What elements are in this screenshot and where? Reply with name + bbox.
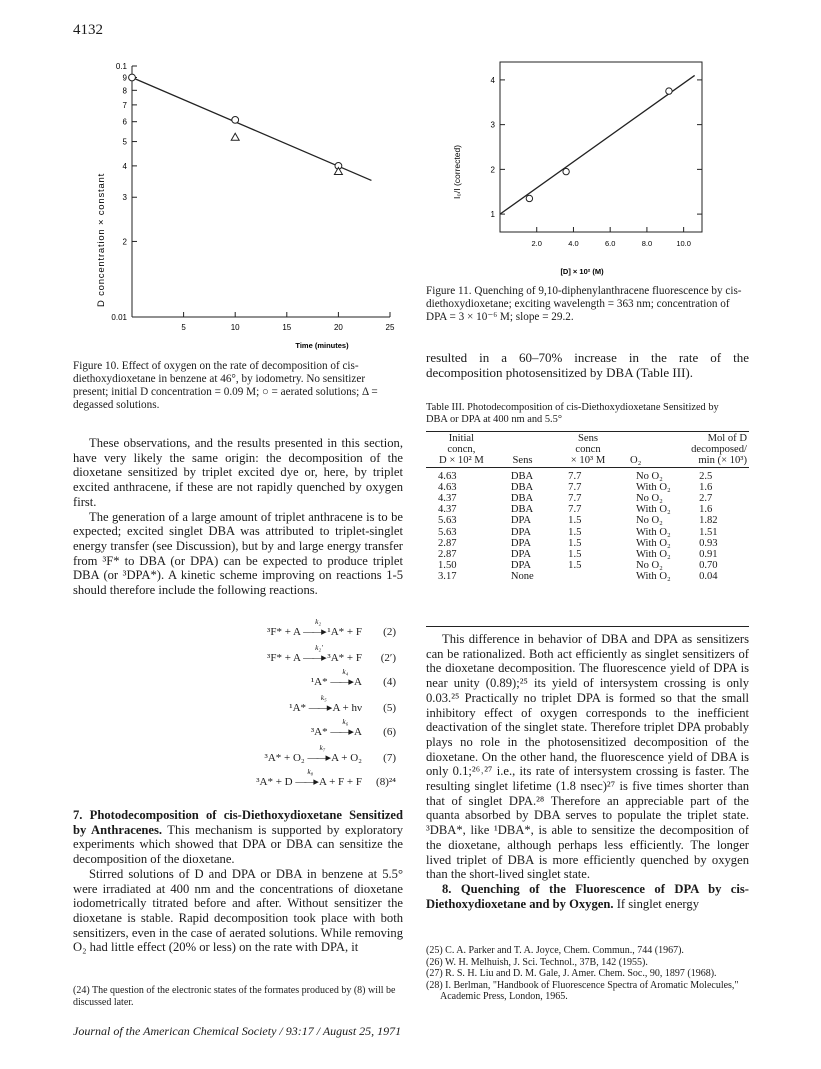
table-header-cell: Initial [448, 433, 475, 444]
equation-reaction [256, 767, 362, 788]
rate-constant: k₈ [307, 767, 314, 776]
table-cell: With O₂ [635, 504, 671, 516]
table-cell: 1.50 [438, 560, 457, 572]
paragraph: The generation of a large amount of triplet anthracene is to be expected; excited singlet DBA was attributed to triplet-singlet energy transfer (see Discussion), but by and large energy transfer from ³F* to DBA (or DPA) can be expected to produce triplet DBA (or ³DPA*). A kinetic scheme improving on reactions 1-5 should therefore include the following reactions. [73, 509, 403, 598]
table-header-cell: D × 10² M [426, 455, 497, 467]
equation-rhs: A [351, 726, 362, 738]
figure-11-x-tick-label: 10.0 [676, 239, 691, 248]
table-cell: DBA [510, 481, 534, 493]
table-header-cell [628, 444, 689, 455]
table-cell: 0.91 [699, 549, 718, 561]
figure-10-x-tick-label: 10 [230, 323, 240, 332]
equation-rhs: A + O₂ [329, 752, 362, 764]
arrow-icon: k₆ ——▸ [330, 717, 352, 738]
table-cell: 2.87 [438, 537, 457, 549]
table-cell: DBA [510, 504, 534, 516]
figure-11-x-tick-label: 2.0 [531, 239, 542, 248]
table-cell: DPA [510, 515, 532, 527]
table-header-cell: Sens [578, 433, 599, 444]
table-row [426, 482, 749, 493]
table-row [426, 527, 749, 538]
reference-item: (28) I. Berlman, "Handbook of Fluorescence Spectra of Aromatic Molecules," Academic Press, London, 1965. [426, 979, 739, 1003]
rate-constant: k₅ [320, 693, 327, 702]
reference-item: (27) R. S. H. Liu and D. M. Gale, J. Amer. Chem. Soc., 90, 1897 (1968). [426, 968, 717, 980]
equation-reaction [267, 617, 362, 638]
equation-lhs: ³A* + D [256, 776, 296, 788]
equation-reaction [267, 643, 362, 664]
table-cell: None [510, 571, 534, 583]
equation-number: (2) [383, 626, 396, 638]
equation [118, 743, 396, 766]
table-header-row [426, 455, 749, 467]
equation-rhs: A + F + F [316, 776, 362, 788]
figure-10-y-tick-label: 2 [122, 237, 127, 247]
section-8 [426, 882, 749, 911]
table-cell: With O₂ [635, 571, 671, 583]
table-header-row [426, 444, 749, 455]
arrow-icon: k₂′ ——▸ [303, 643, 325, 664]
equation [118, 617, 396, 640]
table-cell: 1.51 [699, 526, 718, 538]
figure-10-point-degassed [231, 133, 239, 140]
table-header-cell: concn, [447, 444, 476, 456]
table-cell: 4.37 [438, 493, 457, 505]
rate-constant: k₄ [342, 667, 349, 676]
page-number: 4132 [73, 22, 103, 38]
table-header-cell: O₂ [628, 455, 689, 467]
table-header-cell [628, 433, 689, 444]
references [426, 945, 749, 1003]
table-cell: DPA [510, 549, 532, 561]
table-cell: 7.7 [568, 481, 582, 493]
figure-11-y-tick-label: 1 [490, 210, 495, 220]
figure-11-y-tick-label: 4 [490, 75, 495, 85]
figure-10-x-tick-label: 5 [181, 323, 186, 332]
equation-number: (7) [383, 752, 396, 764]
equation-number: (2′) [380, 652, 396, 664]
figure-10-y-axis-label: D concentration × constant [96, 172, 107, 308]
table-cell: With O₂ [635, 481, 671, 493]
arrow-icon: k₈ ——▸ [295, 767, 317, 788]
table-header-cell: min (× 10³) [689, 455, 749, 467]
table-cell: 1.5 [568, 526, 582, 538]
figure-11-y-axis-label: I₀/I (corrected) [452, 144, 462, 200]
rate-constant: k₆ [342, 717, 349, 726]
right-column-body [426, 632, 749, 911]
rate-constant: k₂′ [315, 643, 323, 652]
equation [118, 643, 396, 666]
right-paragraph-1: resulted in a 60–70% increase in the rate of the decomposition photosensitized by DBA (Table III). [426, 350, 749, 380]
figure-10-y-tick-label: 9 [122, 73, 127, 83]
table-header-cell: Sens [497, 455, 548, 467]
equation-number: (6) [383, 726, 396, 738]
equation-lhs: ¹A* [310, 676, 331, 688]
table-row [426, 571, 749, 582]
figure-10-point-aerated [232, 116, 239, 123]
table-cell: DPA [510, 526, 532, 538]
table-cell: 1.6 [699, 504, 713, 516]
table-header-cell [497, 433, 548, 444]
table-cell: DPA [510, 560, 532, 572]
figure-10-y-tick-label: 3 [122, 193, 127, 203]
equation [118, 667, 396, 690]
table-row [426, 549, 749, 560]
figure-10-y-tick-label: 6 [122, 117, 127, 127]
table-cell: 2.87 [438, 549, 457, 561]
figure-11-caption: Figure 11. Quenching of 9,10-diphenylanthracene fluorescence by cis-diethoxydioxetane; exciting wavelength = 363 nm; concentration of DPA = 3 × 10⁻⁶ M; slope = 29.2. [426, 285, 742, 323]
figure-11-x-tick-label: 6.0 [604, 239, 616, 248]
arrow-icon: k₇ ——▸ [307, 743, 330, 764]
section-text: If singlet energy [616, 896, 699, 911]
table-header-cell: Mol of D [707, 433, 747, 444]
figure-11-y-tick-label: 2 [490, 165, 495, 175]
table-cell: 4.63 [438, 481, 457, 493]
figure-11-frame [500, 62, 702, 232]
figure-10-chart [60, 50, 405, 350]
table-cell: 1.6 [699, 481, 713, 493]
table-header-cell [497, 444, 548, 455]
equation [118, 717, 396, 740]
figure-10-x-tick-label: 25 [385, 323, 395, 332]
equation-lhs: ³F* + A [267, 626, 304, 638]
equation-rhs: ³A* + F [324, 652, 362, 664]
figure-10-plot-area [111, 62, 395, 332]
equation [118, 693, 396, 716]
equation-lhs: ³F* + A [267, 652, 304, 664]
arrow-icon: k₂ ——▸ [303, 617, 325, 638]
section-heading: 7. Photodecomposition of cis-Diethoxydioxetane Sensitized by Anthracenes. [73, 808, 403, 837]
table-cell: No O₂ [635, 560, 663, 572]
equation-reaction [310, 667, 362, 688]
table-row [426, 504, 749, 515]
figure-11-point [666, 88, 672, 94]
figure-10-y-tick-label: 5 [122, 137, 127, 147]
figure-11-x-axis-label: [D] × 10² (M) [560, 267, 604, 276]
left-column-top [73, 436, 403, 598]
table-cell: 1.5 [568, 515, 582, 527]
table-cell: No O₂ [635, 515, 663, 527]
table-cell: 2.5 [699, 470, 713, 482]
table-cell: 7.7 [568, 504, 582, 516]
arrow-icon: k₅ ——▸ [308, 693, 331, 714]
arrow-icon: k₄ ——▸ [330, 667, 352, 688]
table-cell: 0.93 [699, 537, 718, 549]
table-3-title: Table III. Photodecomposition of cis-Diethoxydioxetane Sensitized by DBA or DPA at 400 nm and 5.5° [426, 402, 719, 425]
rate-constant: k₇ [319, 743, 326, 752]
equation-number: (5) [383, 702, 396, 714]
equation-lhs: ¹A* [289, 702, 309, 714]
figure-10-x-axis-label: Time (minutes) [295, 341, 349, 350]
table-cell: 2.7 [699, 493, 713, 505]
table-cell: 1.5 [568, 537, 582, 549]
figure-11-plot-area [491, 62, 702, 248]
reference-item: (26) W. H. Melhuish, J. Sci. Technol., 37B, 142 (1955). [426, 956, 648, 968]
table-cell: 5.63 [438, 526, 457, 538]
journal-footer: Journal of the American Chemical Society / 93:17 / August 25, 1971 [73, 1024, 402, 1038]
table-row [426, 515, 749, 526]
table-cell: 5.63 [438, 515, 457, 527]
table-row [426, 538, 749, 549]
table-cell: No O₂ [635, 470, 663, 482]
figure-10-y-tick-label: 8 [122, 86, 127, 96]
figure-11-point [526, 195, 532, 201]
figure-11-fit-line [500, 75, 695, 214]
paragraph: Stirred solutions of D and DPA or DBA in benzene at 5.5° were irradiated at 400 nm and the concentrations of dioxetane iodometrically titrated before and after. Without sensitizer the dioxetane is stable. Rapid decomposition took place with both sensitizers, even in the case of aerated solutions. While removing O₂ had little effect (20% or less) on the rate with DPA, it [73, 866, 403, 955]
figure-10-y-tick-label: 4 [122, 161, 127, 171]
table-cell [548, 571, 628, 582]
table-cell: No O₂ [635, 493, 663, 505]
equation-lhs: ³A* [310, 726, 331, 738]
figure-10-x-tick-label: 20 [333, 323, 343, 332]
table-header-cell: concn [575, 444, 601, 456]
rate-constant: k₂ [315, 617, 322, 626]
equation-reaction [289, 693, 362, 714]
table-cell: 1.5 [568, 549, 582, 561]
equation-reaction [264, 743, 362, 764]
equation-rhs: ¹A* + F [324, 626, 362, 638]
equation-rhs: A [351, 676, 362, 688]
equation [118, 767, 396, 790]
section-text: This mechanism is supported by exploratory experiments which showed that DPA or DBA can sensitize the decomposition of the dioxetane. [73, 822, 404, 867]
table-3 [426, 433, 749, 583]
table-cell: DBA [510, 470, 534, 482]
equation-number: (8)²⁴ [376, 776, 396, 788]
figure-10-point-aerated [129, 74, 136, 81]
table-top-rule [426, 431, 749, 432]
figure-10-y-tick-label: 0.01 [111, 313, 127, 322]
left-column-bottom [73, 808, 403, 955]
table-header-row [426, 433, 749, 444]
table-cell: With O₂ [635, 526, 671, 538]
figure-11-x-tick-label: 8.0 [641, 239, 653, 248]
table-bottom-rule [426, 626, 749, 627]
table-header-cell: decomposed/ [691, 444, 747, 456]
table-cell: 1.5 [568, 560, 582, 572]
section-7 [73, 808, 403, 867]
table-cell: 1.82 [699, 515, 718, 527]
table-cell: 3.17 [438, 571, 457, 583]
reference-item: (25) C. A. Parker and T. A. Joyce, Chem. Commun., 744 (1967). [426, 945, 684, 956]
figure-10-caption: Figure 10. Effect of oxygen on the rate of decomposition of cis-diethoxydioxetane in benzene at 46°, by iodometry. No sensitizer present; initial D concentration = 0.09 M; ○ = aerated solutions; Δ = degassed solutions. [73, 360, 378, 411]
paragraph: These observations, and the results presented in this section, have very likely the same origin: the decomposition of the dioxetane sensitized by triplet excited dye or, here, by triplet excited anthracene, if these are not rapidly quenched by oxygen first. [73, 436, 403, 509]
equation-lhs: ³A* + O₂ [264, 752, 308, 764]
table-row [426, 493, 749, 504]
table-cell: 7.7 [568, 493, 582, 505]
table-cell: With O₂ [635, 537, 671, 549]
figure-11-chart [440, 52, 740, 284]
footnote-24: (24) The question of the electronic states of the formates produced by (8) will be discussed later. [73, 985, 396, 1008]
table-cell: 4.63 [438, 470, 457, 482]
table-cell: DBA [510, 493, 534, 505]
paragraph: This difference in behavior of DBA and DPA as sensitizers can be rationalized. Both act efficiently as singlet sensitizers of the dioxetane decomposition. The fluorescence yield of DPA is near unity (0.89);²⁵ its yield of intersystem crossing is only 0.03.²⁵ Practically no triplet DPA is formed so that the small inhibitory effect of oxygen corresponds to the inefficient deactivation of the singlet state. Therefore triplet DPA probably plays no role in the photosensitized decomposition of the dioxetane. On the other hand, the fluorescence yield of DBA is only 0.1;²⁶˒²⁷ i.e., its rate of intersystem crossing is faster. The resulting singlet lifetime (1.8 nsec)²⁷ is five times shorter than that of singlet DPA.²⁸ Therefore an appreciable part of the quanta absorbed by DBA serves to populate the triplet state. ³DBA*, like ¹DBA*, is able to sensitize the decomposition of the dioxetane, although perhaps less efficiently. The longer lived triplet of DBA is more efficiently quenched by oxygen than the short-lived singlet state. [426, 632, 749, 882]
table-cell: 0.70 [699, 560, 718, 572]
equation-number: (4) [383, 676, 396, 688]
figure-10-y-tick-label: 7 [122, 100, 127, 110]
table-cell: 0.04 [699, 571, 718, 583]
figure-10-y-tick-label: 0.1 [115, 62, 127, 71]
table-header-cell: × 10³ M [548, 455, 628, 467]
table-row [426, 467, 749, 482]
table-row [426, 560, 749, 571]
table-cell: With O₂ [635, 549, 671, 561]
equation-rhs: A + hν [330, 702, 362, 714]
equation-reaction [310, 717, 362, 738]
reaction-equations [118, 618, 403, 803]
figure-11-x-tick-label: 4.0 [568, 239, 579, 248]
figure-11-point [563, 168, 569, 174]
figure-11-y-tick-label: 3 [490, 120, 495, 130]
table-cell: 7.7 [568, 470, 582, 482]
table-cell: DPA [510, 537, 532, 549]
table-cell: 4.37 [438, 504, 457, 516]
section-heading: 8. Quenching of the Fluorescence of DPA by cis-Diethoxydioxetane and by Oxygen. [426, 881, 749, 911]
figure-10-x-tick-label: 15 [282, 323, 292, 332]
